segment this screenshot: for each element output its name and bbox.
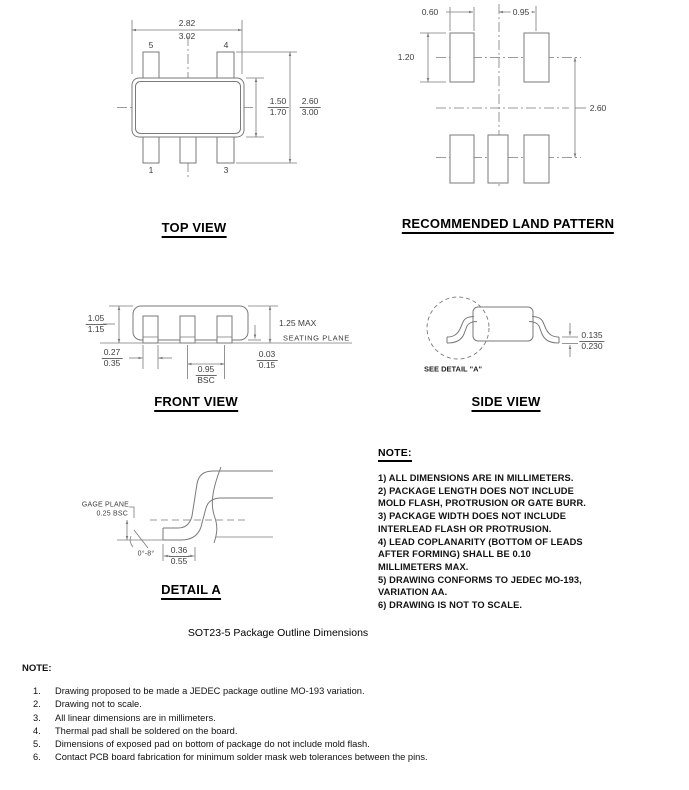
note-number: 5. <box>33 739 41 750</box>
front-view-drawing <box>100 306 352 379</box>
land-pattern-drawing <box>420 4 586 186</box>
drawing-notes-lines <box>378 472 680 612</box>
page-note-item <box>22 698 662 711</box>
drawing-note-line: 2) PACKAGE LENGTH DOES NOT INCLUDE <box>378 485 574 496</box>
front-seating-plane-label: SEATING PLANE <box>283 333 350 343</box>
dim-lower-value: 1.15 <box>87 324 105 334</box>
drawing-note-line: MILLIMETERS MAX. <box>378 561 469 572</box>
note-text: Thermal pad shall be soldered on the board. <box>55 725 238 736</box>
dim-upper-value: 1.50 <box>269 96 287 106</box>
drawing-note-line: 5) DRAWING CONFORMS TO JEDEC MO-193, <box>378 574 582 585</box>
front-dim-pitch <box>196 365 217 385</box>
side-view-drawing <box>427 297 578 359</box>
note-number: 3. <box>33 712 41 723</box>
page-note-item <box>22 751 662 764</box>
dim-lower-value: 3.00 <box>301 107 319 117</box>
dim-lower-value: 0.230 <box>581 341 603 351</box>
drawing-note-line: INTERLEAD FLASH OR PROTRUSION. <box>378 523 552 534</box>
page-note-item <box>22 738 662 751</box>
land-dim-row-span: 2.60 <box>589 103 607 113</box>
dim-lower-value: BSC <box>197 375 215 385</box>
page-note-item <box>22 725 662 738</box>
page-notes-heading: NOTE: <box>22 663 52 674</box>
side-view-title: SIDE VIEW <box>472 394 541 412</box>
drawing-notes-heading: NOTE: <box>378 447 412 462</box>
land-dim-pad-width: 0.60 <box>421 7 439 17</box>
note-text: Contact PCB board fabrication for minimum solder mask web tolerances between the pins. <box>55 752 428 763</box>
figure-caption: SOT23-5 Package Outline Dimensions <box>187 627 369 639</box>
dim-lower-value: 1.70 <box>269 107 287 117</box>
front-dim-standoff <box>257 350 278 370</box>
dim-lower-value: 0.15 <box>258 360 276 370</box>
pin-label-4: 4 <box>223 40 229 50</box>
note-number: 6. <box>33 752 41 763</box>
dim-lower-value: 0.35 <box>103 358 121 368</box>
drawing-note-line: 1) ALL DIMENSIONS ARE IN MILLIMETERS. <box>378 473 574 483</box>
dim-upper-value: 0.135 <box>581 330 603 340</box>
dim-upper-value: 0.03 <box>258 349 276 359</box>
note-text: Dimensions of exposed pad on bottom of package do not include mold flash. <box>55 739 370 750</box>
side-dim-lead-thickness <box>579 331 604 351</box>
front-dim-lead-width <box>102 348 123 368</box>
land-dim-pad-pitch: 0.95 <box>512 7 530 17</box>
drawing-note-line: AFTER FORMING) SHALL BE 0.10 <box>378 549 531 560</box>
drawing-note-line: 4) LEAD COPLANARITY (BOTTOM OF LEADS <box>378 536 583 547</box>
dim-upper-value: 1.05 <box>87 313 105 323</box>
front-dim-overall-height: 1.25 MAX <box>279 318 317 328</box>
page-notes-block <box>22 663 662 763</box>
detail-a-title: DETAIL A <box>161 582 221 600</box>
gage-plane-label: GAGE PLANE <box>81 501 129 509</box>
lead-angle-label: 0°-8° <box>137 550 155 558</box>
note-number: 2. <box>33 699 41 710</box>
detail-dim-foot-length <box>169 546 190 566</box>
drawing-note-line: VARIATION AA. <box>378 587 448 598</box>
top-view-title: TOP VIEW <box>162 220 227 238</box>
top-view-dim-body-width <box>268 97 289 117</box>
front-dim-body-height <box>86 314 107 334</box>
gage-bsc-label: 0.25 BSC <box>96 510 128 518</box>
dim-upper-value: 0.36 <box>170 545 188 555</box>
pin-label-3: 3 <box>223 165 229 175</box>
front-view-title: FRONT VIEW <box>154 394 238 412</box>
note-text: All linear dimensions are in millimeters. <box>55 712 216 723</box>
page-note-item <box>22 685 662 698</box>
dim-upper-value: 2.60 <box>301 96 319 106</box>
note-number: 1. <box>33 686 41 696</box>
dim-lower-value: 0.55 <box>170 556 188 566</box>
dim-upper-value: 0.27 <box>103 347 121 357</box>
note-number: 4. <box>33 725 41 736</box>
see-detail-a-callout: SEE DETAIL "A" <box>424 364 483 374</box>
page-notes-list <box>22 685 662 765</box>
drawing-note-line: 6) DRAWING IS NOT TO SCALE. <box>378 600 523 611</box>
pin-label-1: 1 <box>148 165 154 175</box>
land-pattern-title: RECOMMENDED LAND PATTERN <box>402 216 614 234</box>
detail-a-drawing <box>117 467 273 561</box>
pin-label-5: 5 <box>148 40 154 50</box>
drawing-note-line: MOLD FLASH, PROTRUSION OR GATE BURR. <box>378 498 586 509</box>
top-view-dim-lead-span <box>300 97 321 117</box>
page-note-item <box>22 712 662 725</box>
land-dim-pad-height: 1.20 <box>397 52 415 62</box>
dim-upper-value: 0.95 <box>197 364 215 374</box>
note-text: Drawing not to scale. <box>55 699 142 710</box>
top-view-dim-length-lower: 3.02 <box>178 31 196 41</box>
note-text: Drawing proposed to be made a JEDEC package outline MO-193 variation. <box>55 686 365 696</box>
drawing-note-line: 3) PACKAGE WIDTH DOES NOT INCLUDE <box>378 511 567 522</box>
drawing-notes-block <box>378 443 680 611</box>
top-view-dim-length-upper: 2.82 <box>178 18 196 28</box>
